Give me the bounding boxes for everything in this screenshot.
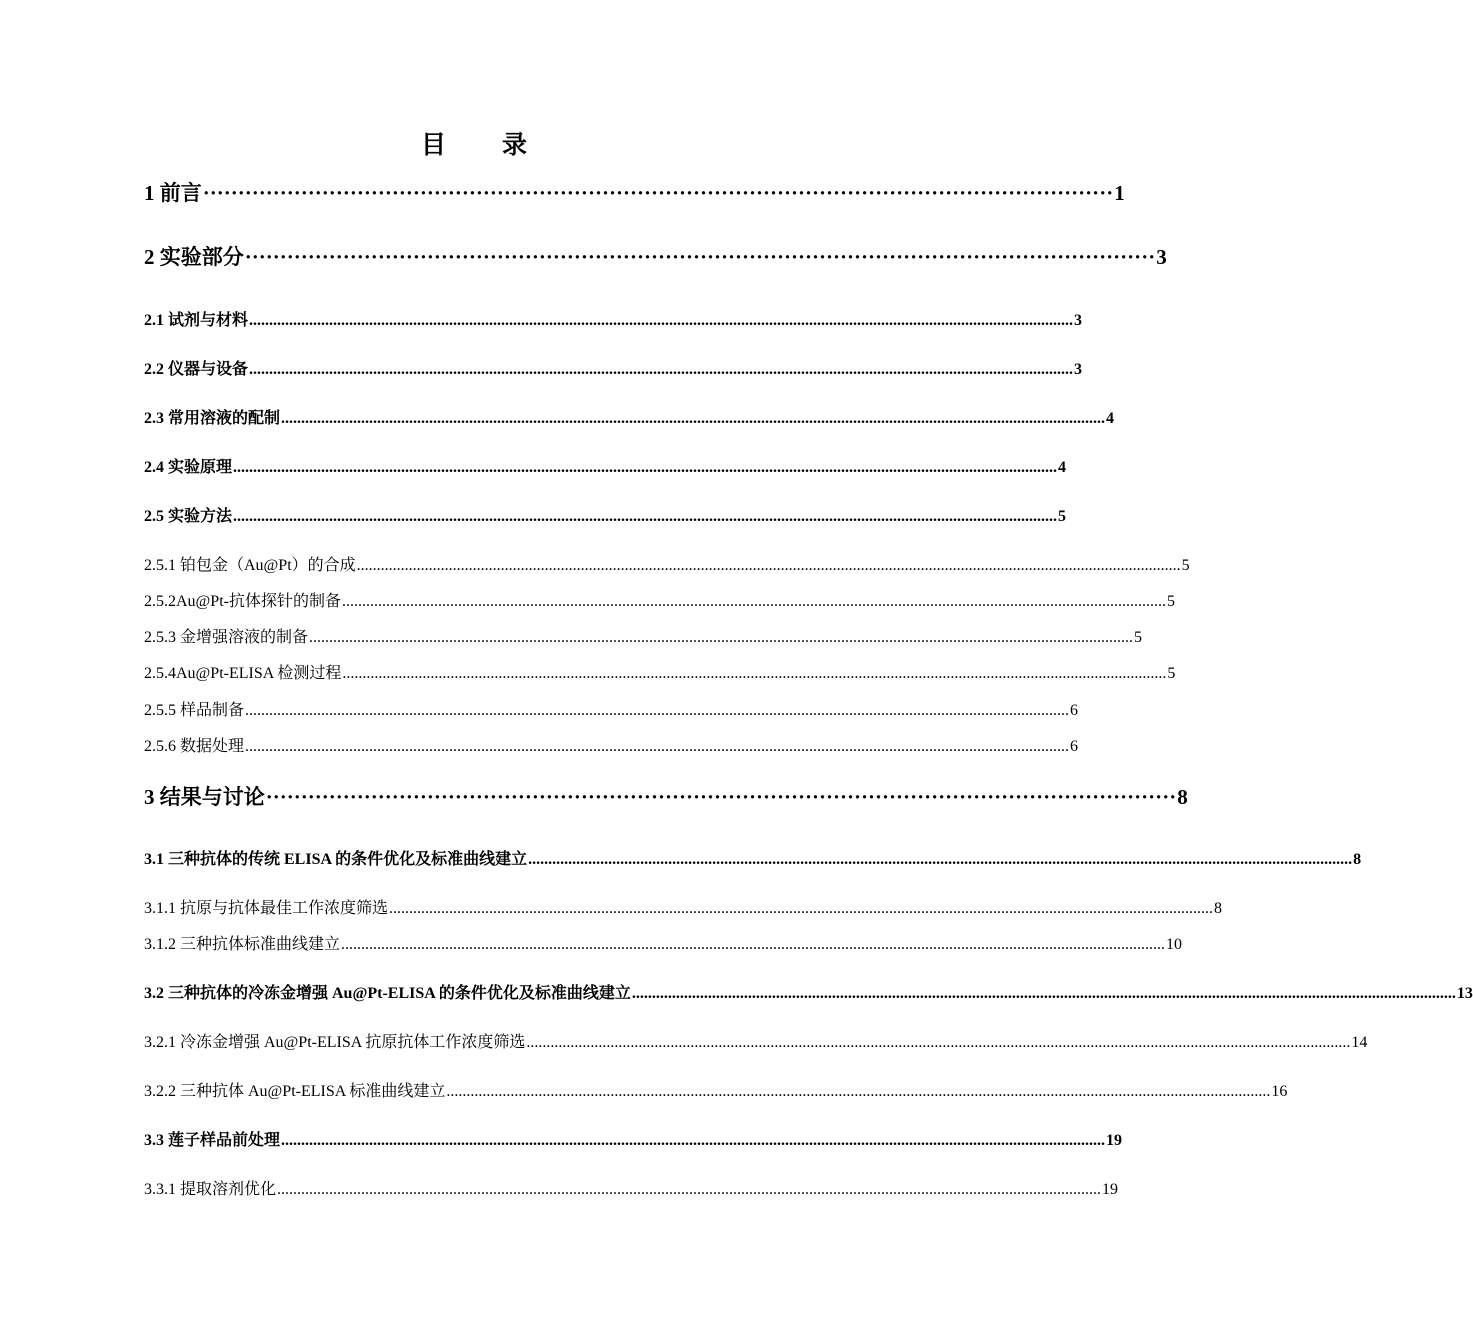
toc-entry-label: 2 实验部分 <box>144 245 244 269</box>
toc-entry-subsection[interactable] <box>144 552 1190 575</box>
toc-entry-subsection[interactable] <box>144 588 1175 611</box>
toc-entry-label: 2.4 实验原理 <box>144 459 233 476</box>
toc-entry-label: 3.2 三种抗体的冷冻金增强 Au@Pt-ELISA 的条件优化及标准曲线建立 <box>144 985 631 1002</box>
toc-page-number: 19 <box>1106 1132 1123 1149</box>
toc-entry-subsection[interactable] <box>144 660 1176 683</box>
toc-page-number: 10 <box>1166 936 1183 953</box>
toc-entry-label: 2.2 仪器与设备 <box>144 361 249 378</box>
toc-entry-section[interactable] <box>144 356 1083 379</box>
toc-entry-chapter[interactable] <box>144 781 1188 811</box>
toc-page-number: 3 <box>1156 245 1167 269</box>
toc-entry-label: 2.5.3 金增强溶液的制备 <box>144 629 309 646</box>
toc-entry-label: 3.1.2 三种抗体标准曲线建立 <box>144 936 341 953</box>
toc-leader: .............................................................................................................................................................................................................. <box>526 1034 1351 1051</box>
toc-entry-label: 1 前言 <box>144 181 202 205</box>
toc-entry-label: 3 结果与讨论 <box>144 785 265 809</box>
toc-entry-label: 2.5.1 铂包金（Au@Pt）的合成 <box>144 557 356 574</box>
toc-leader: .............................................................................................................................................................................................................. <box>277 1181 1102 1198</box>
toc-entry-label: 3.1 三种抗体的传统 ELISA 的条件优化及标准曲线建立 <box>144 851 528 868</box>
toc-entry-chapter[interactable] <box>144 177 1125 207</box>
toc-entry-section[interactable] <box>144 503 1067 526</box>
toc-entry-label: 3.3 莲子样品前处理 <box>144 1132 281 1149</box>
toc-entry-label: 2.5 实验方法 <box>144 508 233 525</box>
toc-leader: ·································································································································· <box>202 181 1114 205</box>
toc-entry-section[interactable] <box>144 454 1067 477</box>
toc-page-number: 4 <box>1106 410 1115 427</box>
toc-page-number: 1 <box>1114 181 1125 205</box>
toc-page-number: 8 <box>1214 900 1223 917</box>
toc-entry-subsection[interactable] <box>144 624 1143 647</box>
toc-page-number: 5 <box>1166 593 1175 610</box>
toc-entry-section[interactable] <box>144 1127 1123 1150</box>
toc-leader: .............................................................................................................................................................................................................. <box>528 851 1353 868</box>
toc-leader: .............................................................................................................................................................................................................. <box>233 508 1058 525</box>
toc-entry-label: 2.5.2Au@Pt-抗体探针的制备 <box>144 593 341 610</box>
toc-leader: .............................................................................................................................................................................................................. <box>249 361 1074 378</box>
toc-entry-subsection[interactable] <box>144 1029 1368 1052</box>
toc-page-number: 13 <box>1456 985 1473 1002</box>
toc-entry-label: 2.1 试剂与材料 <box>144 312 249 329</box>
toc-page-number: 5 <box>1058 508 1067 525</box>
toc-page-number: 3 <box>1074 312 1083 329</box>
toc-page-number: 16 <box>1271 1083 1288 1100</box>
toc-entry-subsection[interactable] <box>144 697 1079 720</box>
toc-leader: .............................................................................................................................................................................................................. <box>446 1083 1271 1100</box>
toc-leader: .............................................................................................................................................................................................................. <box>245 738 1070 755</box>
toc-leader: .............................................................................................................................................................................................................. <box>342 665 1167 682</box>
toc-leader: ·································································································································· <box>244 245 1156 269</box>
toc-leader: .............................................................................................................................................................................................................. <box>245 702 1070 719</box>
toc-entry-label: 3.1.1 抗原与抗体最佳工作浓度筛选 <box>144 900 389 917</box>
toc-entry-subsection[interactable] <box>144 1176 1119 1199</box>
toc-entry-label: 3.3.1 提取溶剂优化 <box>144 1181 277 1198</box>
toc-page-number: 4 <box>1058 459 1067 476</box>
toc-entry-subsection[interactable] <box>144 1078 1288 1101</box>
toc-page-number: 6 <box>1070 738 1079 755</box>
toc-page-number: 5 <box>1181 557 1190 574</box>
toc-entry-label: 2.5.4Au@Pt-ELISA 检测过程 <box>144 665 342 682</box>
toc-entry-section[interactable] <box>144 405 1115 428</box>
toc-entry-label: 3.2.1 冷冻金增强 Au@Pt-ELISA 抗原抗体工作浓度筛选 <box>144 1034 526 1051</box>
toc-leader: .............................................................................................................................................................................................................. <box>233 459 1058 476</box>
toc-page-number: 8 <box>1353 851 1362 868</box>
toc-leader: .............................................................................................................................................................................................................. <box>249 312 1074 329</box>
toc-leader: ·································································································································· <box>265 785 1177 809</box>
toc-page-number: 3 <box>1074 361 1083 378</box>
toc-entry-section[interactable] <box>144 980 1473 1003</box>
toc-leader: .............................................................................................................................................................................................................. <box>356 557 1181 574</box>
toc-entry-subsection[interactable] <box>144 895 1223 918</box>
toc-entry-label: 2.5.5 样品制备 <box>144 702 245 719</box>
page-title: 目 录 <box>420 132 529 159</box>
toc-entry-label: 3.2.2 三种抗体 Au@Pt-ELISA 标准曲线建立 <box>144 1083 446 1100</box>
toc-page-number: 6 <box>1070 702 1079 719</box>
toc-page-number: 8 <box>1177 785 1188 809</box>
toc-leader: .............................................................................................................................................................................................................. <box>281 410 1106 427</box>
toc-leader: .............................................................................................................................................................................................................. <box>309 629 1134 646</box>
toc-entry-section[interactable] <box>144 846 1362 869</box>
toc-page-number: 19 <box>1102 1181 1119 1198</box>
toc-page-number: 14 <box>1351 1034 1368 1051</box>
toc-page-number: 5 <box>1134 629 1143 646</box>
toc-entry-chapter[interactable] <box>144 241 1167 271</box>
toc-entry-subsection[interactable] <box>144 733 1079 756</box>
toc-entry-subsection[interactable] <box>144 931 1183 954</box>
toc-leader: .............................................................................................................................................................................................................. <box>341 593 1166 610</box>
toc-leader: .............................................................................................................................................................................................................. <box>389 900 1214 917</box>
toc-leader: .............................................................................................................................................................................................................. <box>281 1132 1106 1149</box>
toc-leader: .............................................................................................................................................................................................................. <box>631 985 1456 1002</box>
toc-entry-label: 2.3 常用溶液的配制 <box>144 410 281 427</box>
toc-entry-label: 2.5.6 数据处理 <box>144 738 245 755</box>
toc-page-number: 5 <box>1167 665 1176 682</box>
toc-leader: .............................................................................................................................................................................................................. <box>341 936 1166 953</box>
toc-entry-section[interactable] <box>144 307 1083 330</box>
